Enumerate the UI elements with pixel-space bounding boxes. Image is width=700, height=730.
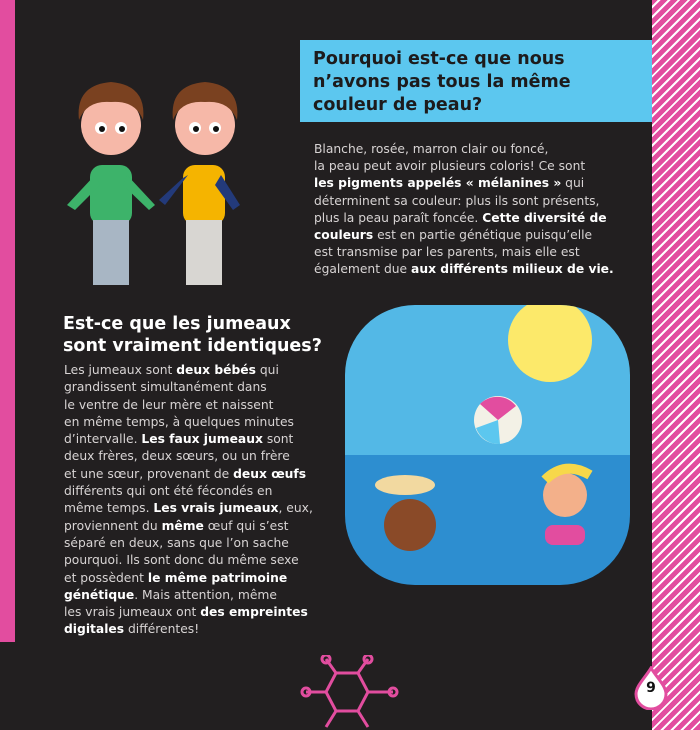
text-line bbox=[314, 141, 614, 158]
bold-text: des empreintes bbox=[200, 605, 308, 620]
text-line bbox=[314, 158, 614, 175]
text-line bbox=[64, 362, 313, 379]
text: grandissent simultanément dans bbox=[64, 380, 267, 395]
text: également due bbox=[314, 262, 412, 277]
title-line: Est-ce que les jumeaux bbox=[63, 314, 291, 334]
text: deux frères, deux sœurs, ou un frère bbox=[64, 449, 290, 464]
text: pourquoi. Ils sont donc du même sexe bbox=[64, 553, 299, 568]
swimming-illustration bbox=[340, 300, 640, 590]
text: même temps. bbox=[64, 501, 154, 516]
text-line bbox=[64, 587, 313, 604]
text: séparé en deux, sans que l’on sache bbox=[64, 535, 289, 550]
text-line bbox=[64, 604, 313, 621]
text: différentes! bbox=[124, 622, 200, 637]
text-line bbox=[314, 210, 614, 227]
bold-text: les pigments appelés « mélanines » bbox=[314, 176, 562, 191]
text: la peau peut avoir plusieurs coloris! Ce sont bbox=[314, 159, 586, 174]
molecule-decoration bbox=[298, 655, 403, 730]
text: d’intervalle. bbox=[64, 432, 142, 447]
text: proviennent du bbox=[64, 518, 162, 533]
section-title-skin-color bbox=[313, 48, 571, 117]
text-line bbox=[64, 379, 313, 396]
bold-text: génétique bbox=[64, 587, 135, 602]
bold-text: Cette diversité de bbox=[482, 210, 607, 225]
text: en même temps, à quelques minutes bbox=[64, 414, 294, 429]
bold-text: Les vrais jumeaux bbox=[153, 501, 279, 516]
text-line bbox=[314, 175, 614, 192]
text: Blanche, rosée, marron clair ou foncé, bbox=[314, 142, 549, 156]
page-number: 9 bbox=[646, 680, 656, 696]
text: et une sœur, provenant de bbox=[64, 466, 234, 481]
twin-left bbox=[67, 82, 155, 285]
text-line bbox=[314, 193, 614, 210]
text-line bbox=[314, 227, 614, 244]
text-line bbox=[64, 621, 313, 638]
text: et possèdent bbox=[64, 570, 148, 585]
text: est en partie génétique puisqu’elle bbox=[373, 228, 593, 243]
text-line bbox=[64, 448, 313, 465]
title-line: sont vraiment identiques? bbox=[63, 336, 322, 356]
left-page-edge bbox=[0, 0, 15, 642]
text: les vrais jumeaux ont bbox=[64, 605, 201, 620]
bold-text: couleurs bbox=[314, 228, 374, 243]
text-line bbox=[64, 397, 313, 414]
bold-text: digitales bbox=[64, 622, 125, 637]
bold-text: aux différents milieux de vie. bbox=[411, 262, 614, 277]
paragraph-twins bbox=[64, 362, 313, 639]
text-line bbox=[64, 500, 313, 517]
text-line bbox=[314, 244, 614, 261]
title-line: couleur de peau? bbox=[313, 95, 483, 115]
text: qui bbox=[255, 363, 279, 377]
text-line bbox=[64, 570, 313, 587]
text: le ventre de leur mère et naissent bbox=[64, 397, 274, 412]
bold-text: deux œufs bbox=[233, 466, 307, 481]
bold-text: Les faux jumeaux bbox=[141, 432, 263, 447]
bold-text: deux bébés bbox=[176, 363, 256, 377]
title-line: Pourquoi est-ce que nous bbox=[313, 49, 565, 69]
bold-text: même bbox=[161, 518, 204, 533]
text: sont bbox=[262, 432, 294, 447]
section-title-twins bbox=[63, 313, 322, 357]
text-line bbox=[64, 535, 313, 552]
text: œuf qui s’est bbox=[203, 518, 289, 533]
text: déterminent sa couleur: plus ils sont présents, bbox=[314, 193, 600, 208]
bold-text: le même patrimoine bbox=[147, 570, 288, 585]
text-line bbox=[64, 466, 313, 483]
text: est transmise par les parents, mais elle est bbox=[314, 245, 580, 260]
text: , eux, bbox=[278, 501, 313, 516]
paragraph-skin-color bbox=[314, 141, 614, 279]
text-line bbox=[64, 552, 313, 569]
text: . Mais attention, même bbox=[134, 587, 277, 602]
text-line bbox=[64, 414, 313, 431]
twins-illustration bbox=[55, 70, 265, 295]
text: qui bbox=[561, 176, 585, 191]
striped-page-border bbox=[652, 0, 700, 730]
text-line bbox=[64, 483, 313, 500]
text-line bbox=[64, 431, 313, 448]
text-line bbox=[64, 518, 313, 535]
text-line bbox=[314, 261, 614, 278]
text: plus la peau paraît foncée. bbox=[314, 210, 483, 225]
title-line: n’avons pas tous la même bbox=[313, 72, 571, 92]
text: différents qui ont été fécondés en bbox=[64, 484, 273, 499]
text: Les jumeaux sont bbox=[64, 363, 177, 377]
twin-right bbox=[159, 82, 240, 285]
sun-icon bbox=[508, 300, 592, 382]
